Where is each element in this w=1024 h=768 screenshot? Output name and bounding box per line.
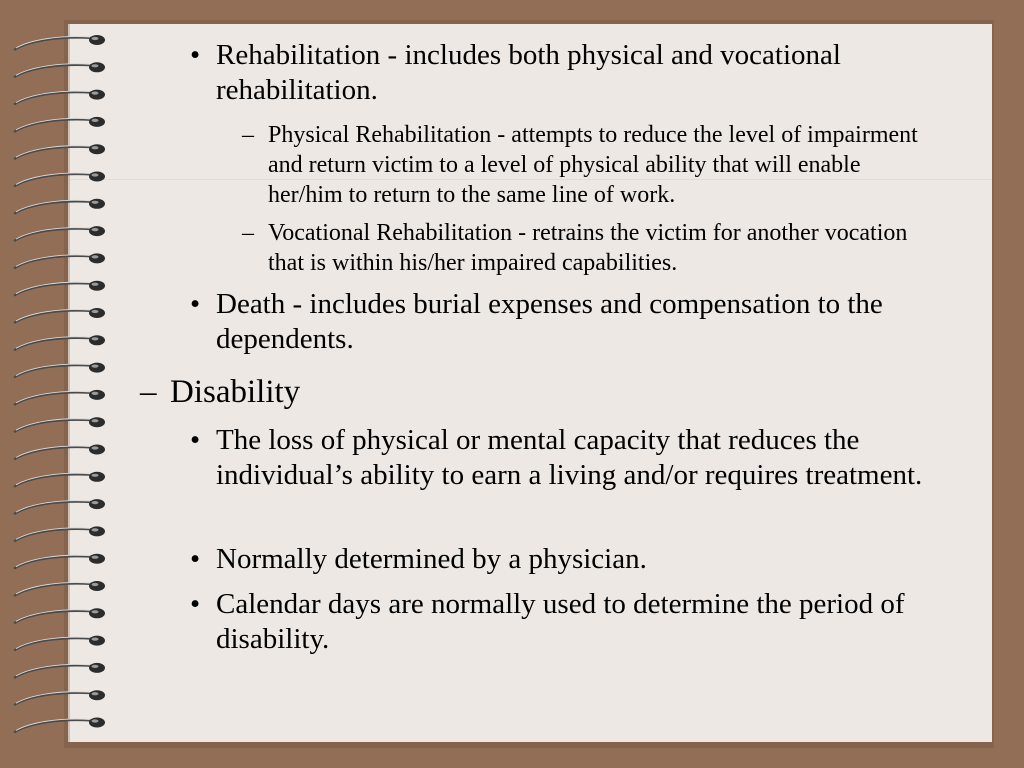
section-heading-text: Disability xyxy=(170,374,301,410)
bullet-marker: • xyxy=(190,424,201,456)
list-item xyxy=(190,587,910,657)
list-item xyxy=(190,542,930,577)
list-item xyxy=(190,287,930,357)
bullet-marker: • xyxy=(190,588,201,620)
list-item-text: The loss of physical or mental capacity that reduces the individual’s ability to earn a living and/or requires treatment. xyxy=(216,424,923,491)
sub-list-item xyxy=(242,120,932,210)
dash-marker: – xyxy=(140,374,157,410)
list-item xyxy=(190,423,930,493)
sub-list-item-text: Vocational Rehabilitation - retrains the victim for another vocation that is within his/her impaired capabilities. xyxy=(268,220,908,276)
sub-list-item-text: Physical Rehabilitation - attempts to reduce the level of impairment and return victim to a level of physical ability that will enable her/him to return to the same line of work. xyxy=(268,122,918,208)
bullet-marker: • xyxy=(190,288,201,320)
sub-list-item xyxy=(242,218,932,278)
list-item-text: Normally determined by a physician. xyxy=(216,543,647,575)
bullet-marker: • xyxy=(190,543,201,575)
list-item xyxy=(190,38,910,108)
section-heading xyxy=(140,373,840,413)
dash-marker: – xyxy=(242,122,254,148)
dash-marker: – xyxy=(242,220,254,246)
bullet-marker: • xyxy=(190,39,201,71)
list-item-text: Rehabilitation - includes both physical and vocational rehabilitation. xyxy=(216,39,841,106)
list-item-text: Calendar days are normally used to determine the period of disability. xyxy=(216,588,905,655)
list-item-text: Death - includes burial expenses and compensation to the dependents. xyxy=(216,288,883,355)
